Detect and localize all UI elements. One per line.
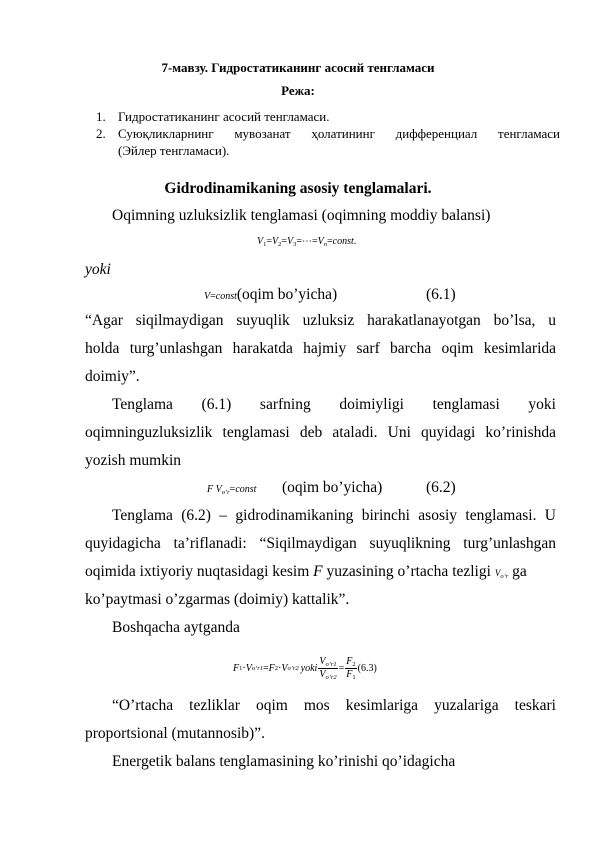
paragraph-line: yozish mumkin [85,452,182,469]
equation-6-1-formula: V=const [204,291,237,302]
equation-6-2-number: (6.2) [426,479,456,496]
plan-item-text: Суюқликларнинг мувозанат ҳолатининг дифференциал тенгламаси [118,126,560,141]
word: yoki [528,396,556,413]
paragraph-line: Tenglama (6.2) – gidrodinamikaning birinchi asosiy tenglamasi. U [112,507,556,524]
fraction-velocity: $\frac{V_{o’r1}}{V_{o’r2}}$ [319,655,337,681]
paragraph-otherwise: Boshqacha aytganda [112,619,240,636]
plan-item [96,125,560,142]
plan-item-number: 2. [96,126,106,141]
paragraph-energy: Energetik balans tenglamasining ko’rinishi qo’idagicha [112,753,456,770]
quote-line: holda turg’unlashgan harakatda hajmiy sarf barcha oqim kesimlarida [85,340,556,357]
word: Tenglama [112,396,173,413]
plan-item-number: 1. [96,109,106,124]
plan-item-text: Гидростатиканинг асосий тенгламаси. [118,109,330,124]
quote-line: doimiy”. [85,368,140,385]
equation-6-3-number: (6.3) [357,662,377,674]
paragraph-line: ko’paytmasi o’zgarmas (doimiy) kattalik”. [85,591,350,608]
word: sarfning [259,396,311,413]
quote-line: “Agar siqilmaydigan suyuqlik uzluksiz harakatlanayotgan bo’lsa, u [85,312,556,329]
word: tenglamasi [432,396,500,413]
equation-6-1-number: (6.1) [426,286,456,303]
equation-6-2 [207,479,256,497]
plan-list [96,108,560,159]
plan-item-continuation [96,142,560,159]
paragraph-line: oqimninguzluksizlik tenglamasi deb ataladi. Uni quyidagi ko’rinishda [85,424,556,441]
quote-line: “O’rtacha tezliklar oqim mos kesimlariga yuzalariga teskari [112,697,556,714]
paragraph-line-spread [112,396,556,414]
equation-6-2-label: (oqim bo’yicha) [282,479,383,496]
connector-yoki: yoki [85,261,111,278]
equation-6-3: F 1 · V o’r1 = F 2 · V o’r2 yoki $\frac{V_{o’r1}}{V_{o’r2}}$ = $\frac{F_2}{F_1}$ (6.3) [233,655,377,681]
equation-6-2-formula: F $V_{o’r}=const$ [207,484,257,496]
paragraph-continuity: Oqimning uzluksizlik tenglamasi (oqimning moddiy balansi) [112,207,491,224]
section-title: Gidrodinamikaning asosiy tenglamalari. [164,180,432,197]
equation-continuity-chain: $V_1=V_2=V_3=\cdots=V_n=const$. [257,236,357,248]
fraction-area: $\frac{F_2}{F_1}$ [346,655,356,681]
equation-6-1-label: (oqim bo’yicha) [236,286,338,303]
plan-item-text: (Эйлер тенгламаси). [118,143,230,158]
plan-heading: Режа: [281,83,315,98]
page-title: 7-мавзу. Гидростатиканинг асосий тенгламаси [161,60,435,75]
quote-line: proportsional (mutannosib)”. [85,725,265,742]
equation-6-1 [204,286,337,304]
word: (6.1) [201,396,232,413]
paragraph-line: oqimida ixtiyoriy nuqtasidagi kesim F yuzasining o’rtacha tezligi $V_{o’r}$ ga [85,563,527,580]
word: doimiyligi [339,396,404,413]
plan-item [96,108,560,125]
paragraph-line: quyidagicha ta’riflanadi: “Siqilmaydigan suyuqlikning turg’unlashgan [85,535,556,552]
